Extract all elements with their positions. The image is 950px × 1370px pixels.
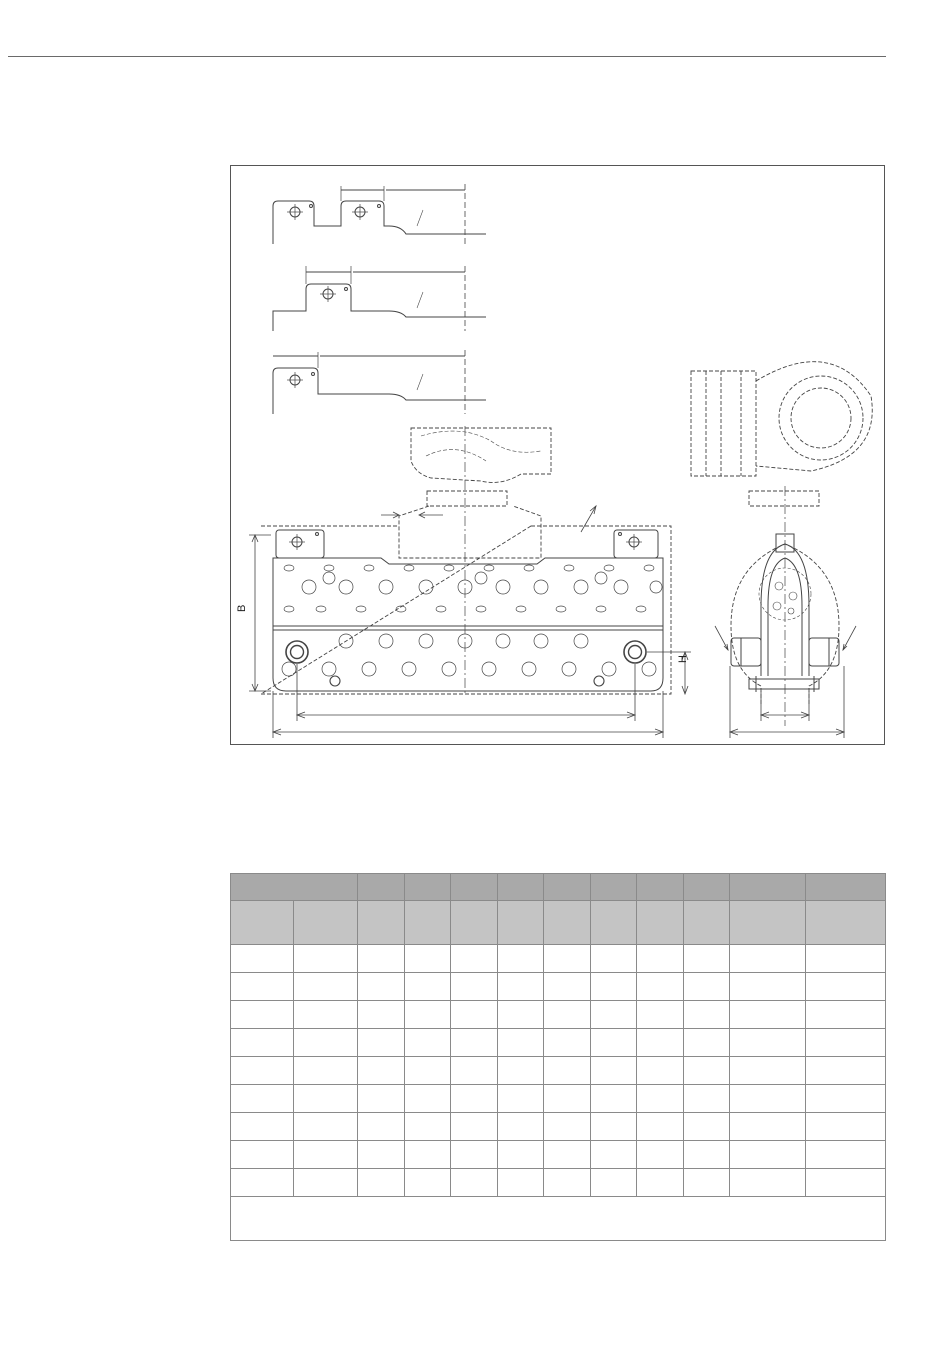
bracket-detail-double — [273, 184, 486, 246]
table-cell — [637, 973, 684, 1001]
side-view-dimensions — [715, 626, 856, 738]
dimension-label-h: H — [677, 655, 689, 663]
table-header-cell — [544, 874, 591, 901]
table-cell — [806, 1169, 886, 1197]
front-view-dimensions — [249, 506, 691, 738]
table-cell — [358, 973, 405, 1001]
table-cell — [806, 945, 886, 973]
table-cell — [544, 1001, 591, 1029]
table-cell — [637, 1141, 684, 1169]
table-cell — [684, 1169, 730, 1197]
table-cell — [405, 1085, 451, 1113]
table-cell — [637, 1085, 684, 1113]
table-cell — [637, 1169, 684, 1197]
table-cell — [405, 1029, 451, 1057]
bracket-detail-single-offset — [273, 266, 486, 331]
table-cell — [231, 1113, 294, 1141]
table-cell — [451, 945, 498, 973]
table-cell — [498, 1085, 544, 1113]
table-subheader-cell — [730, 901, 806, 945]
table-header-cell — [358, 874, 405, 901]
table-cell — [637, 1113, 684, 1141]
table-footnote-row — [231, 1197, 886, 1241]
table-cell — [591, 1169, 637, 1197]
table-cell — [451, 1169, 498, 1197]
table-cell — [806, 1113, 886, 1141]
table-cell — [806, 1141, 886, 1169]
table-cell — [294, 973, 358, 1001]
table-cell — [231, 973, 294, 1001]
table-row — [231, 1085, 886, 1113]
table-cell — [405, 1057, 451, 1085]
table-cell — [637, 1029, 684, 1057]
technical-drawing — [231, 166, 886, 746]
table-cell — [498, 1169, 544, 1197]
table-cell — [451, 1057, 498, 1085]
table-cell — [806, 1029, 886, 1057]
table-footnote-cell — [231, 1197, 886, 1241]
table-cell — [684, 1001, 730, 1029]
table-cell — [294, 1057, 358, 1085]
table-cell — [231, 945, 294, 973]
table-header-cell — [451, 874, 498, 901]
table-row — [231, 1141, 886, 1169]
table-cell — [591, 1029, 637, 1057]
table-cell — [730, 973, 806, 1001]
specification-table — [230, 873, 886, 1241]
table-cell — [591, 1113, 637, 1141]
table-cell — [358, 1057, 405, 1085]
table-cell — [544, 1085, 591, 1113]
table-cell — [806, 1057, 886, 1085]
table-row — [231, 1057, 886, 1085]
table-cell — [231, 1085, 294, 1113]
table-subheader-row — [231, 901, 886, 945]
table-cell — [358, 1169, 405, 1197]
table-cell — [231, 1029, 294, 1057]
table-cell — [544, 945, 591, 973]
table-cell — [730, 1001, 806, 1029]
table-cell — [684, 1029, 730, 1057]
table-cell — [294, 945, 358, 973]
table-row — [231, 1029, 886, 1057]
table-subheader-cell — [498, 901, 544, 945]
table-cell — [405, 1113, 451, 1141]
table-cell — [358, 1001, 405, 1029]
table-cell — [231, 1169, 294, 1197]
transmitter-side-dashed — [691, 362, 872, 506]
table-cell — [451, 1141, 498, 1169]
table-cell — [730, 1057, 806, 1085]
table-cell — [294, 1029, 358, 1057]
table-cell — [498, 1057, 544, 1085]
table-cell — [294, 1113, 358, 1141]
table-cell — [405, 1169, 451, 1197]
table-cell — [684, 1085, 730, 1113]
table-cell — [591, 1085, 637, 1113]
table-cell — [684, 973, 730, 1001]
table-cell — [294, 1169, 358, 1197]
table-row — [231, 1169, 886, 1197]
table-row — [231, 1001, 886, 1029]
table-subheader-cell — [591, 901, 637, 945]
sensor-front-view — [261, 526, 671, 694]
table-cell — [498, 1001, 544, 1029]
header-rule — [8, 56, 886, 57]
table-cell — [544, 1057, 591, 1085]
table-header-cell — [637, 874, 684, 901]
table-header-cell — [684, 874, 730, 901]
transmitter-head-dashed — [399, 428, 551, 558]
table-cell — [358, 1029, 405, 1057]
table-cell — [498, 1141, 544, 1169]
table-subheader-cell — [358, 901, 405, 945]
table-subheader-cell — [544, 901, 591, 945]
table-cell — [637, 945, 684, 973]
table-cell — [730, 1169, 806, 1197]
table-subheader-cell — [806, 901, 886, 945]
table-cell — [358, 1085, 405, 1113]
table-cell — [806, 973, 886, 1001]
table-body — [231, 945, 886, 1197]
table-cell — [730, 1085, 806, 1113]
table-header-cell — [498, 874, 544, 901]
table-header-cell — [591, 874, 637, 901]
table-cell — [730, 1141, 806, 1169]
table-header-cell — [806, 874, 886, 901]
table-cell — [684, 1057, 730, 1085]
table-subheader-cell — [684, 901, 730, 945]
table-cell — [451, 1113, 498, 1141]
table-header-row — [231, 874, 886, 901]
table-cell — [358, 1141, 405, 1169]
table-cell — [451, 1029, 498, 1057]
table-subheader-cell — [451, 901, 498, 945]
table-header-cell — [231, 874, 358, 901]
table-subheader-cell — [405, 901, 451, 945]
table-cell — [451, 1001, 498, 1029]
table-cell — [405, 945, 451, 973]
table-cell — [451, 1085, 498, 1113]
dimension-label-b: B — [236, 604, 248, 612]
table-cell — [498, 945, 544, 973]
table-cell — [294, 1141, 358, 1169]
table-cell — [231, 1141, 294, 1169]
table-subheader-cell — [294, 901, 358, 945]
table-cell — [544, 1169, 591, 1197]
table-cell — [544, 1141, 591, 1169]
table-cell — [806, 1085, 886, 1113]
table-cell — [358, 1113, 405, 1141]
table-header-cell — [405, 874, 451, 901]
table-cell — [544, 973, 591, 1001]
table-cell — [498, 1029, 544, 1057]
table-cell — [544, 1029, 591, 1057]
table-row — [231, 945, 886, 973]
table-cell — [294, 1001, 358, 1029]
table-cell — [451, 973, 498, 1001]
table-header-cell — [730, 874, 806, 901]
table-cell — [591, 1057, 637, 1085]
table-subheader-cell — [231, 901, 294, 945]
table-cell — [806, 1001, 886, 1029]
table-cell — [684, 945, 730, 973]
table-cell — [405, 1001, 451, 1029]
table-cell — [544, 1113, 591, 1141]
table-cell — [591, 1001, 637, 1029]
table-cell — [294, 1085, 358, 1113]
table-cell — [405, 973, 451, 1001]
table-cell — [730, 1113, 806, 1141]
table-cell — [231, 1001, 294, 1029]
table-cell — [637, 1001, 684, 1029]
table-cell — [684, 1113, 730, 1141]
table-row — [231, 1113, 886, 1141]
table-cell — [591, 973, 637, 1001]
table-row — [231, 973, 886, 1001]
table-cell — [730, 1029, 806, 1057]
table-cell — [684, 1141, 730, 1169]
table-cell — [231, 1057, 294, 1085]
table-subheader-cell — [637, 901, 684, 945]
table-cell — [358, 945, 405, 973]
technical-drawing-frame — [230, 165, 885, 745]
table-cell — [591, 1141, 637, 1169]
table-cell — [591, 945, 637, 973]
table-cell — [498, 1113, 544, 1141]
table-cell — [498, 973, 544, 1001]
table-cell — [730, 945, 806, 973]
bracket-detail-single-edge — [273, 350, 486, 414]
table-cell — [637, 1057, 684, 1085]
table-cell — [405, 1141, 451, 1169]
